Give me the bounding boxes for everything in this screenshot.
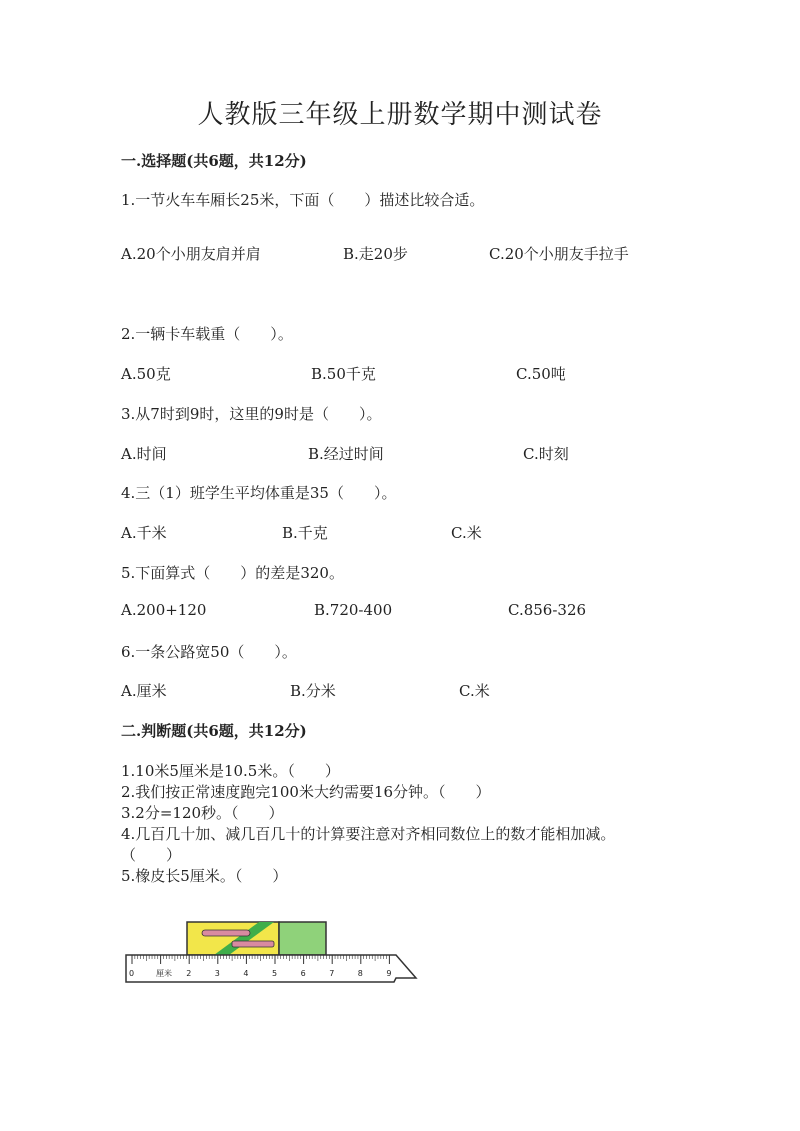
ruler-number: 3 (214, 969, 220, 978)
ruler-number: 6 (300, 969, 306, 978)
ruler-number: 8 (357, 969, 363, 978)
judgement-5: 5.橡皮长5厘米。（ ） (121, 867, 288, 885)
question-4: 4.三（1）班学生平均体重是35（ ）。 (121, 484, 397, 502)
question-5: 5.下面算式（ ）的差是320。 (121, 564, 344, 582)
judgement-3: 3.2分=120秒。（ ） (121, 804, 284, 822)
question-5-option-a[interactable]: A.200+120 (121, 601, 207, 619)
question-5-option-c[interactable]: C.856-326 (508, 601, 587, 619)
question-1: 1.一节火车车厢长25米，下面（ ）描述比较合适。 (121, 191, 485, 209)
question-3-option-b[interactable]: B.经过时间 (308, 445, 384, 463)
section-heading-choice: 一.选择题(共6题，共12分) (121, 152, 307, 170)
ruler-number: 4 (243, 969, 249, 978)
question-2-option-b[interactable]: B.50千克 (311, 365, 376, 383)
eraser-pink-stroke-2 (232, 941, 274, 947)
question-4-option-c[interactable]: C.米 (451, 524, 482, 542)
eraser-ruler-figure (124, 918, 420, 988)
question-6-option-a[interactable]: A.厘米 (121, 682, 167, 700)
ruler-number: 5 (272, 969, 278, 978)
question-4-option-b[interactable]: B.千克 (282, 524, 328, 542)
ruler-unit-label: 厘米 (156, 969, 172, 978)
question-6-option-c[interactable]: C.米 (459, 682, 490, 700)
ruler-number: 0 (129, 969, 135, 978)
question-1-option-a[interactable]: A.20个小朋友肩并肩 (121, 245, 261, 263)
question-6-option-b[interactable]: B.分米 (290, 682, 336, 700)
eraser-pink-stroke-1 (202, 930, 250, 936)
question-4-option-a[interactable]: A.千米 (121, 524, 167, 542)
section-heading-judgement: 二.判断题(共6题，共12分) (121, 722, 307, 740)
question-2-option-a[interactable]: A.50克 (121, 365, 171, 383)
question-1-option-c[interactable]: C.20个小朋友手拉手 (489, 245, 629, 263)
question-3-option-a[interactable]: A.时间 (121, 445, 167, 463)
judgement-1: 1.10米5厘米是10.5米。（ ） (121, 762, 340, 780)
question-2-option-c[interactable]: C.50吨 (516, 365, 566, 383)
question-6: 6.一条公路宽50（ ）。 (121, 643, 297, 661)
judgement-4-bracket: （ ） (121, 846, 182, 864)
judgement-4: 4.几百几十加、减几百几十的计算要注意对齐相同数位上的数才能相加减。 (121, 825, 616, 843)
question-3: 3.从7时到9时，这里的9时是（ ）。 (121, 405, 382, 423)
eraser-end (279, 922, 326, 955)
question-5-option-b[interactable]: B.720-400 (314, 601, 393, 619)
ruler-number: 2 (186, 969, 192, 978)
question-1-option-b[interactable]: B.走20步 (343, 245, 408, 263)
ruler-number: 9 (386, 969, 392, 978)
question-3-option-c[interactable]: C.时刻 (523, 445, 569, 463)
page-title: 人教版三年级上册数学期中测试卷 (197, 100, 603, 130)
judgement-2: 2.我们按正常速度跑完100米大约需要16分钟。（ ） (121, 783, 491, 801)
question-2: 2.一辆卡车载重（ ）。 (121, 325, 293, 343)
ruler-number: 7 (329, 969, 335, 978)
